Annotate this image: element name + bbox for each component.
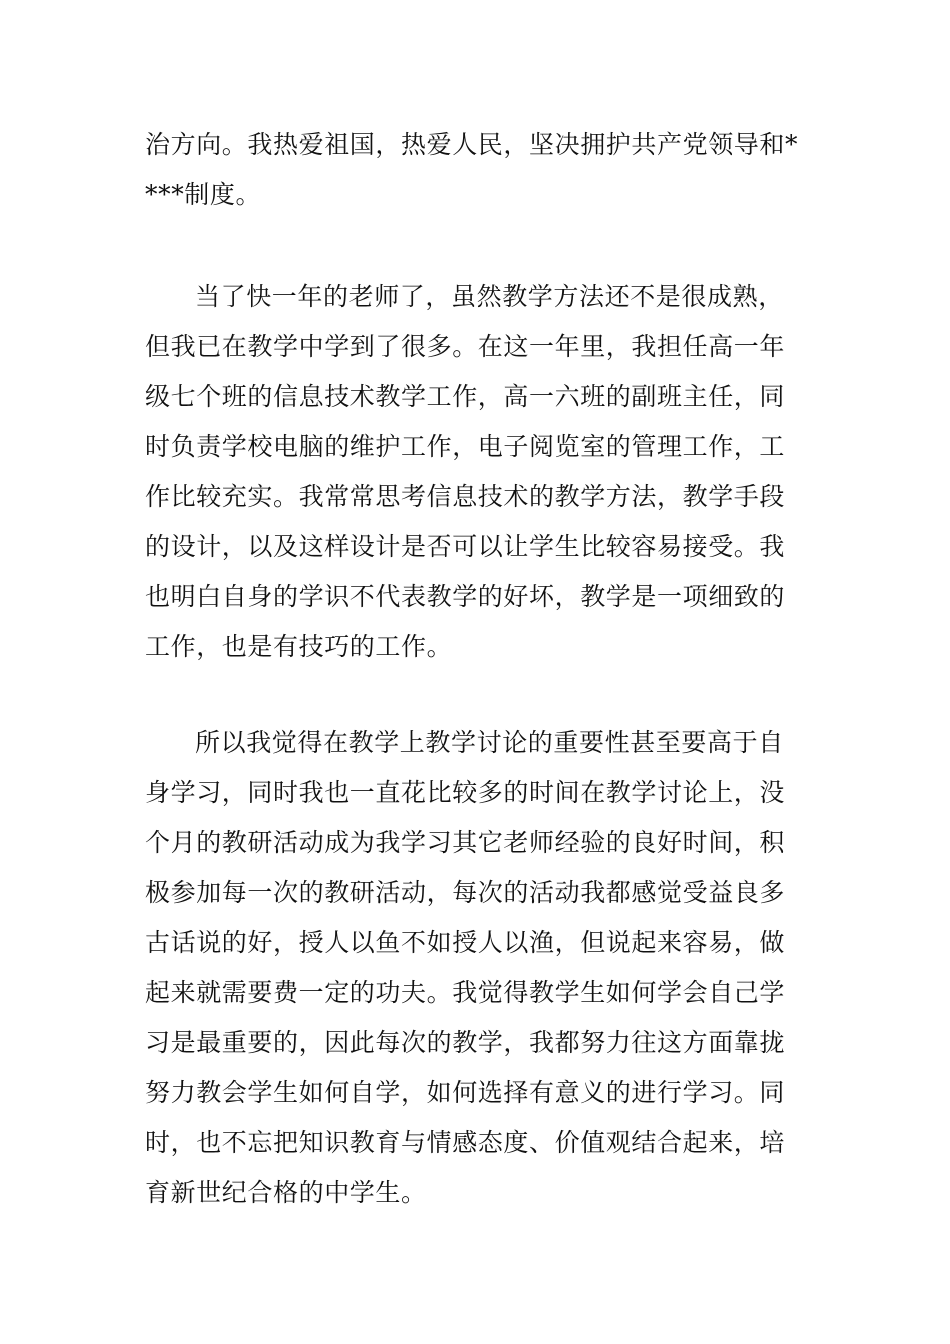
- paragraph-line: 但我已在教学中学到了很多。在这一年里，我担任高一年: [145, 332, 786, 361]
- paragraph-line: 时负责学校电脑的维护工作，电子阅览室的管理工作，工: [145, 432, 786, 461]
- paragraph-line: 起来就需要费一定的功夫。我觉得教学生如何学会自己学: [145, 978, 786, 1007]
- paragraph-1: [145, 120, 810, 220]
- paragraph-line: 努力教会学生如何自学，如何选择有意义的进行学习。同: [145, 1078, 786, 1107]
- paragraph-line: 所以我觉得在教学上教学讨论的重要性甚至要高于自: [195, 728, 784, 757]
- paragraph-line: 育新世纪合格的中学生。: [145, 1178, 427, 1207]
- paragraph-line: 作比较充实。我常常思考信息技术的教学方法，教学手段: [145, 482, 786, 511]
- paragraph-2: [145, 272, 810, 672]
- paragraph-line: 治方向。我热爱祖国，热爱人民，坚决拥护共产党领导和*: [145, 130, 799, 159]
- paragraph-line: 工作，也是有技巧的工作。: [145, 632, 453, 661]
- paragraph-3: [145, 718, 810, 1218]
- paragraph-line: 习是最重要的，因此每次的教学，我都努力往这方面靠拢: [145, 1028, 786, 1057]
- paragraph-line: 的设计，以及这样设计是否可以让学生比较容易接受。我: [145, 532, 786, 561]
- paragraph-line: 级七个班的信息技术教学工作，高一六班的副班主任，同: [145, 382, 786, 411]
- paragraph-line: 古话说的好，授人以鱼不如授人以渔，但说起来容易，做: [145, 928, 786, 957]
- paragraph-line: 也明白自身的学识不代表教学的好坏，教学是一项细致的: [145, 582, 786, 611]
- paragraph-line: 当了快一年的老师了，虽然教学方法还不是很成熟，: [195, 282, 784, 311]
- paragraph-line: 极参加每一次的教研活动，每次的活动我都感觉受益良多: [145, 878, 786, 907]
- paragraph-line: 个月的教研活动成为我学习其它老师经验的良好时间，积: [145, 828, 786, 857]
- paragraph-line: 身学习，同时我也一直花比较多的时间在教学讨论上，没: [145, 778, 786, 807]
- paragraph-line: 时，也不忘把知识教育与情感态度、价值观结合起来，培: [145, 1128, 786, 1157]
- paragraph-line: ***制度。: [145, 180, 262, 209]
